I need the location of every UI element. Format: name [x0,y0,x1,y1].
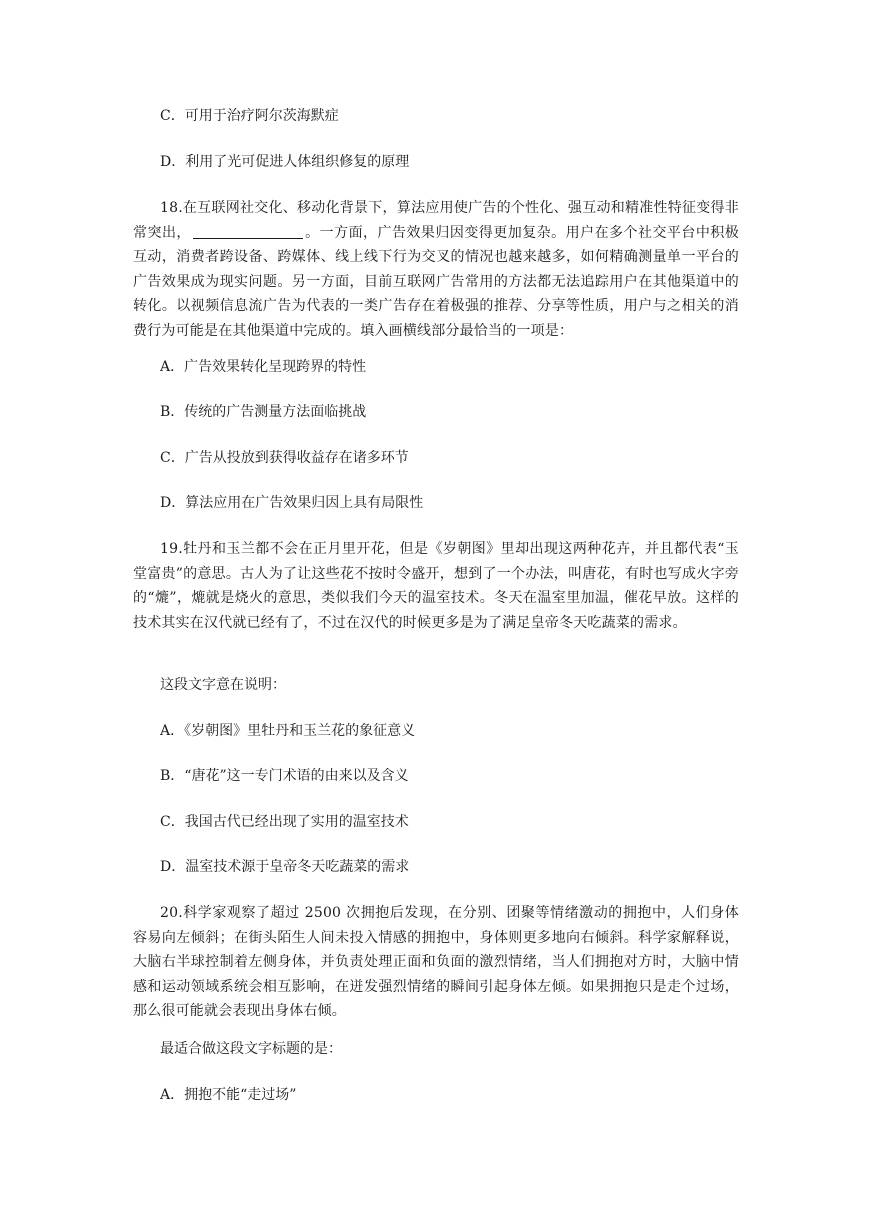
q18-stem-part2: 。一方面，广告效果归因变得更加复杂。用户在多个社交平台中积极互动，消费者跨设备、跨媒体、线上线下行为交叉的情况也越来越多，如何精确测量单一平台的广告效果成为现实问题。另一方面，目前互联网广告常用的方法都无法追踪用户在其他渠道中的转化。以视频信息流广告为代表的一类广告存在着极强的推荐、分享等性质，用户与之相关的消费行为可能是在其他渠道中完成的。填入画横线部分最恰当的一项是： [133,224,739,339]
q18-option-c: C．广告从投放到获得收益存在诸多环节 [160,450,409,466]
q18-blank-underline [193,224,303,239]
q20-option-a: A．拥抱不能“走过场” [160,1087,297,1103]
q18-stem [133,196,739,343]
q20-prompt: 最适合做这段文字标题的是： [160,1041,342,1057]
q19-option-a: A．《岁朝图》里牡丹和玉兰花的象征意义 [160,723,416,739]
q19-stem: 19.牡丹和玉兰都不会在正月里开花，但是《岁朝图》里却出现这两种花卉，并且都代表“玉堂富贵”的意思。古人为了让这些花不按时令盛开，想到了一个办法，叫唐花，有时也写成火字旁的“熝”，熝就是烧火的意思，类似我们今天的温室技术。冬天在温室里加温，催花早放。这样的技术其实在汉代就已经有了，不过在汉代的时候更多是为了满足皇帝冬天吃蔬菜的需求。 [133,541,739,631]
q17-option-d: D．利用了光可促进人体组织修复的原理 [160,154,410,170]
q20-stem: 20.科学家观察了超过 2500 次拥抱后发现，在分别、团聚等情绪激动的拥抱中，人们身体容易向左倾斜；在街头陌生人间未投入情感的拥抱中，身体则更多地向右倾斜。科学家解释说，大脑右半球控制着左侧身体，并负责处理正面和负面的激烈情绪，当人们拥抱对方时，大脑中情感和运动领域系统会相互影响，在迸发强烈情绪的瞬间引起身体左倾。如果拥抱只是走个过场，那么很可能就会表现出身体右倾。 [133,905,739,1019]
q18-option-d: D．算法应用在广告效果归因上具有局限性 [160,495,424,511]
q19-option-d: D．温室技术源于皇帝冬天吃蔬菜的需求 [160,859,410,875]
q19-option-b: B．“唐花”这一专门术语的由来以及含义 [160,768,409,784]
q18-stem-part1: 18.在互联网社交化、移动化背景下，算法应用使广告的个性化、强互动和精准性特征变得非常突出， [133,200,739,241]
q19-option-c: C．我国古代已经出现了实用的温室技术 [160,814,409,830]
q18-option-a: A．广告效果转化呈现跨界的特性 [160,359,367,375]
q19-prompt: 这段文字意在说明： [160,677,286,693]
q18-option-b: B．传统的广告测量方法面临挑战 [160,404,367,420]
q17-option-c: C．可用于治疗阿尔茨海默症 [160,108,339,124]
